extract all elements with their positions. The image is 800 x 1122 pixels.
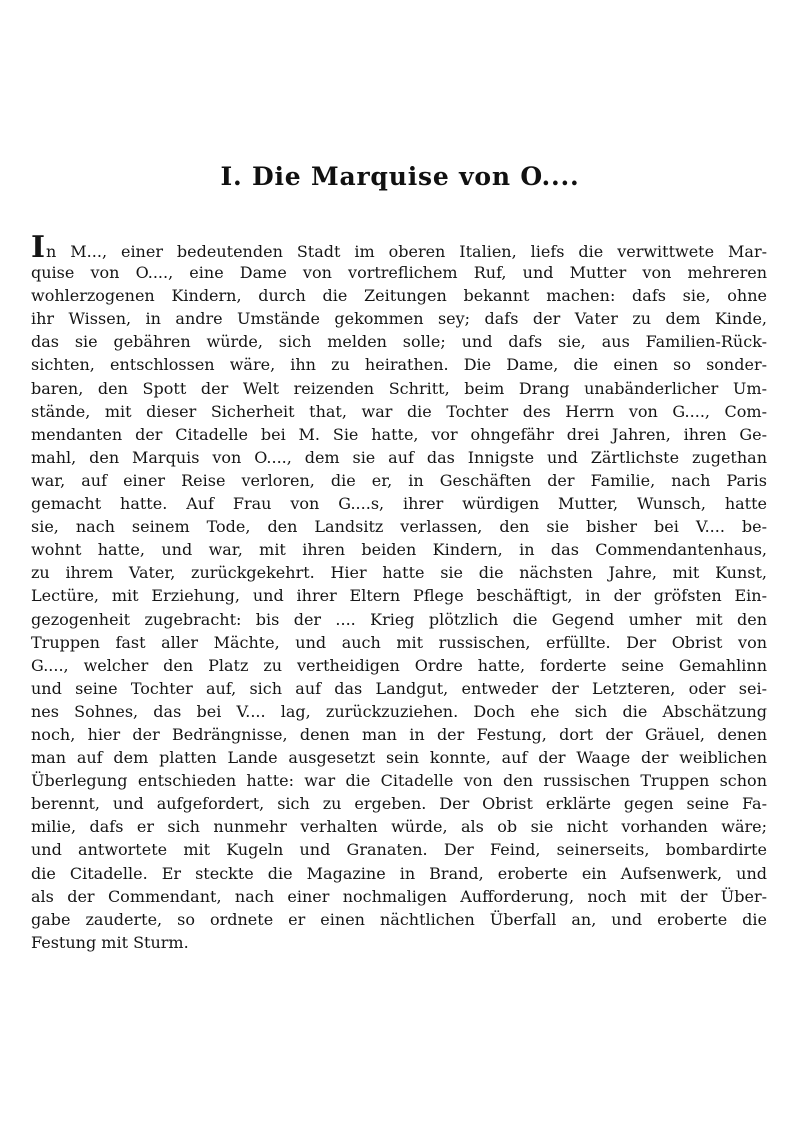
text-line: und seine Tochter auf, sich auf das Landgut, entweder der Letzteren, oder sei- xyxy=(31,678,767,698)
body-text xyxy=(31,230,767,954)
text-line: wohlerzogenen Kindern, durch die Zeitungen bekannt machen: dafs sie, ohne xyxy=(31,286,767,306)
text-line: milie, dafs er sich nunmehr verhalten würde, als ob sie nicht vorhanden wäre; xyxy=(31,817,767,837)
text-line: Überlegung entschieden hatte: war die Citadelle von den russischen Truppen schon xyxy=(31,771,767,791)
text-line: Festung mit Sturm. xyxy=(31,932,189,952)
text-line: In M..., einer bedeutenden Stadt im oberen Italien, liefs die verwittwete Mar- xyxy=(31,230,767,265)
text-line: das sie gebähren würde, sich melden solle; und dafs sie, aus Familien-Rück- xyxy=(31,332,767,352)
text-line: sie, nach seinem Tode, den Landsitz verlassen, den sie bisher bei V.... be- xyxy=(31,517,767,537)
text-line: mendanten der Citadelle bei M. Sie hatte, vor ohngefähr drei Jahren, ihren Ge- xyxy=(31,424,767,444)
text-line: die Citadelle. Er steckte die Magazine in Brand, eroberte ein Aufsenwerk, und xyxy=(31,863,767,883)
text-line: gezogenheit zugebracht: bis der .... Krieg plötzlich die Gegend umher mit den xyxy=(31,609,767,629)
text-line: nes Sohnes, das bei V.... lag, zurückzuziehen. Doch ehe sich die Abschätzung xyxy=(31,701,767,721)
text-line: als der Commendant, nach einer nochmaligen Aufforderung, noch mit der Über- xyxy=(31,886,767,906)
text-line: berennt, und aufgefordert, sich zu ergeben. Der Obrist erklärte gegen seine Fa- xyxy=(31,794,767,814)
text-line: wohnt hatte, und war, mit ihren beiden Kindern, in das Commendantenhaus, xyxy=(31,540,767,560)
text-line: und antwortete mit Kugeln und Granaten. Der Feind, seinerseits, bombardirte xyxy=(31,840,767,860)
chapter-title: I. Die Marquise von O.... xyxy=(220,162,580,191)
text-line: mahl, den Marquis von O...., dem sie auf das Innigste und Zärtlichste zugethan xyxy=(31,447,767,467)
text-line: sichten, entschlossen wäre, ihn zu heirathen. Die Dame, die einen so sonder- xyxy=(31,355,767,375)
text-line: gemacht hatte. Auf Frau von G....s, ihrer würdigen Mutter, Wunsch, hatte xyxy=(31,494,767,514)
drop-initial: I xyxy=(31,230,46,265)
text-line: war, auf einer Reise verloren, die er, in Geschäften der Familie, nach Paris xyxy=(31,470,767,490)
text-line: quise von O...., eine Dame von vortreflichem Ruf, und Mutter von mehreren xyxy=(31,263,767,283)
text-line: gabe zauderte, so ordnete er einen nächtlichen Überfall an, und eroberte die xyxy=(31,909,767,929)
text-line: Lectüre, mit Erziehung, und ihrer Eltern Pflege beschäftigt, in der gröfsten Ein- xyxy=(31,586,767,606)
text-line: baren, den Spott der Welt reizenden Schritt, beim Drang unabänderlicher Um- xyxy=(31,378,767,398)
text-line: ihr Wissen, in andre Umstände gekommen sey; dafs der Vater zu dem Kinde, xyxy=(31,309,767,329)
text-line: zu ihrem Vater, zurückgekehrt. Hier hatte sie die nächsten Jahre, mit Kunst, xyxy=(31,563,767,583)
text-line: Truppen fast aller Mächte, und auch mit russischen, erfüllte. Der Obrist von xyxy=(31,632,767,652)
text-line: G...., welcher den Platz zu vertheidigen Ordre hatte, forderte seine Gemahlinn xyxy=(31,655,767,675)
text-line: noch, hier der Bedrängnisse, denen man in der Festung, dort der Gräuel, denen xyxy=(31,724,767,744)
text-line: stände, mit dieser Sicherheit that, war die Tochter des Herrn von G...., Com- xyxy=(31,401,767,421)
text-line: man auf dem platten Lande ausgesetzt sein konnte, auf der Waage der weiblichen xyxy=(31,748,767,768)
